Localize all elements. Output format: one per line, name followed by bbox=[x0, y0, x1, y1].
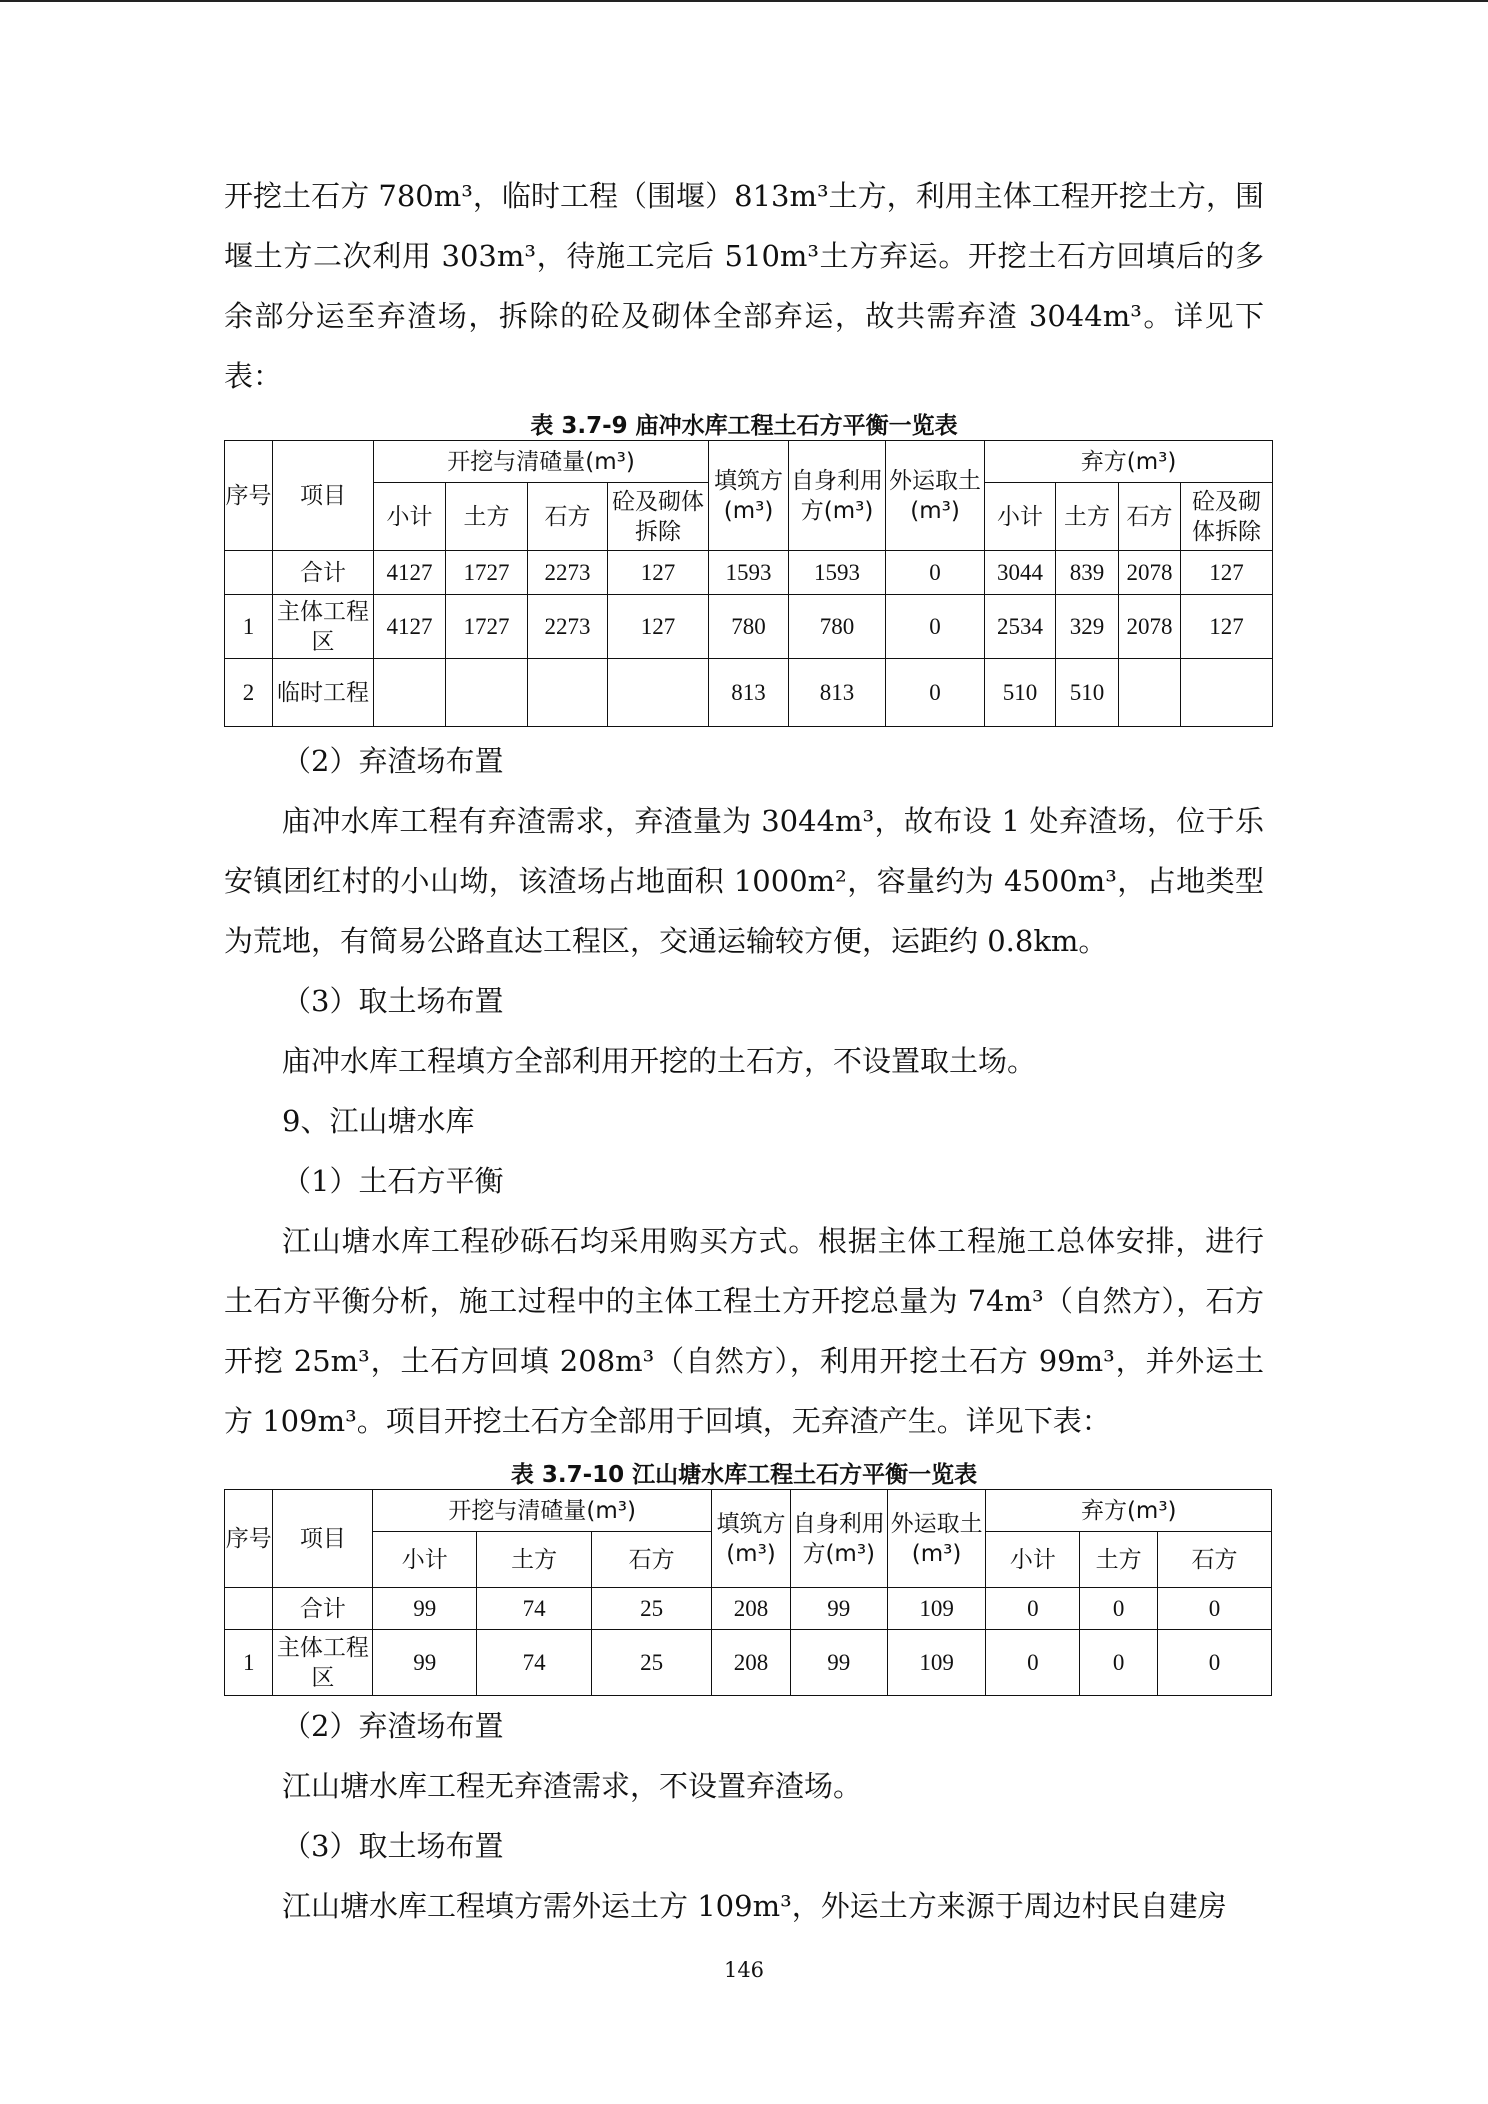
table-cell: 2534 bbox=[985, 595, 1056, 659]
table-cell: 0 bbox=[986, 1630, 1080, 1696]
table-cell: 109 bbox=[887, 1588, 986, 1630]
table-cell: 208 bbox=[712, 1630, 791, 1696]
table-cell: 127 bbox=[1181, 551, 1273, 595]
header-excavation: 开挖与清碴量(m³) bbox=[373, 1490, 712, 1532]
header-dis-subtotal: 小计 bbox=[986, 1532, 1080, 1588]
table-cell bbox=[608, 659, 709, 727]
header-dis-subtotal: 小计 bbox=[985, 483, 1056, 551]
paragraph: （2）弃渣场布置 bbox=[282, 1709, 504, 1743]
table-cell bbox=[225, 551, 273, 595]
header-exc-soil: 土方 bbox=[446, 483, 528, 551]
table-cell: 99 bbox=[790, 1588, 887, 1630]
paragraph: 庙冲水库工程有弃渣需求，弃渣量为 3044m³，故布设 1 处弃渣场，位于乐安镇团红村的小山坳，该渣场占地面积 1000m²，容量约为 4500m³，占地类型为荒地，有简易公路直达工程区，交通运输较方便，运距约 0.8km。 bbox=[224, 804, 1264, 958]
table-cell: 208 bbox=[712, 1588, 791, 1630]
header-dis-soil: 土方 bbox=[1080, 1532, 1158, 1588]
table-cell: 3044 bbox=[985, 551, 1056, 595]
header-disposal: 弃方(m³) bbox=[986, 1490, 1272, 1532]
header-exc-soil: 土方 bbox=[477, 1532, 592, 1588]
table-cell: 1593 bbox=[709, 551, 789, 595]
header-dis-rock: 石方 bbox=[1157, 1532, 1271, 1588]
table-cell: 0 bbox=[1080, 1588, 1158, 1630]
table-row bbox=[225, 1588, 1272, 1630]
paragraph: 江山塘水库工程砂砾石均采用购买方式。根据主体工程施工总体安排，进行土石方平衡分析，施工过程中的主体工程土方开挖总量为 74m³（自然方），石方开挖 25m³，土石方回填 208m³（自然方），利用开挖土石方 99m³，并外运土方 109m³。项目开挖土石方全部用于回填，无弃渣产生。详见下表： bbox=[224, 1224, 1264, 1438]
page-top-border bbox=[0, 0, 1488, 2]
table-cell: 127 bbox=[1181, 595, 1273, 659]
table-cell bbox=[1119, 659, 1181, 727]
header-import: 外运取土(m³) bbox=[886, 441, 985, 551]
table-cell: 0 bbox=[886, 595, 985, 659]
header-exc-rock: 石方 bbox=[528, 483, 608, 551]
table-cell: 0 bbox=[886, 551, 985, 595]
paragraph: 庙冲水库工程填方全部利用开挖的土石方，不设置取土场。 bbox=[282, 1044, 1037, 1078]
table-cell: 99 bbox=[373, 1588, 477, 1630]
row-label: 合计 bbox=[273, 1588, 373, 1630]
header-fill: 填筑方(m³) bbox=[712, 1490, 791, 1588]
table-cell: 74 bbox=[477, 1588, 592, 1630]
table-cell: 0 bbox=[1157, 1588, 1271, 1630]
table-cell bbox=[1181, 659, 1273, 727]
row-label: 合计 bbox=[273, 551, 374, 595]
middle-section bbox=[224, 731, 1264, 1451]
header-item: 项目 bbox=[273, 1490, 373, 1588]
table-cell bbox=[225, 1588, 273, 1630]
table-cell: 109 bbox=[887, 1630, 986, 1696]
table-cell: 1593 bbox=[789, 551, 886, 595]
header-excavation: 开挖与清碴量(m³) bbox=[374, 441, 709, 483]
table-cell: 2 bbox=[225, 659, 273, 727]
paragraph: 江山塘水库工程填方需外运土方 109m³，外运土方来源于周边村民自建房 bbox=[282, 1889, 1227, 1923]
table-cell: 0 bbox=[986, 1588, 1080, 1630]
table-cell bbox=[374, 659, 446, 727]
table-cell bbox=[528, 659, 608, 727]
paragraph: 江山塘水库工程无弃渣需求，不设置弃渣场。 bbox=[282, 1769, 863, 1803]
table-row bbox=[225, 659, 1273, 727]
header-reuse: 自身利用方(m³) bbox=[790, 1490, 887, 1588]
paragraph: 开挖土石方 780m³，临时工程（围堰）813m³土方，利用主体工程开挖土方，围堰土方二次利用 303m³，待施工完后 510m³土方弃运。开挖土石方回填后的多余部分运至弃渣场，拆除的砼及砌体全部弃运，故共需弃渣 3044m³。详见下表： bbox=[224, 179, 1264, 393]
earthwork-table-miaochong bbox=[224, 440, 1273, 727]
header-reuse: 自身利用方(m³) bbox=[789, 441, 886, 551]
table-cell: 813 bbox=[709, 659, 789, 727]
header-seq: 序号 bbox=[225, 441, 273, 551]
header-dis-rock: 石方 bbox=[1119, 483, 1181, 551]
header-exc-subtotal: 小计 bbox=[373, 1532, 477, 1588]
earthwork-table-jiangshantang bbox=[224, 1489, 1272, 1696]
table-cell: 510 bbox=[1056, 659, 1119, 727]
intro-section bbox=[224, 166, 1264, 406]
header-dis-soil: 土方 bbox=[1056, 483, 1119, 551]
table-cell: 25 bbox=[592, 1588, 712, 1630]
row-label: 临时工程 bbox=[273, 659, 374, 727]
header-import: 外运取土(m³) bbox=[887, 1490, 986, 1588]
table-cell: 510 bbox=[985, 659, 1056, 727]
table-cell: 1727 bbox=[446, 595, 528, 659]
paragraph: （3）取土场布置 bbox=[282, 1829, 504, 1863]
table-cell bbox=[446, 659, 528, 727]
header-seq: 序号 bbox=[225, 1490, 273, 1588]
table-cell: 25 bbox=[592, 1630, 712, 1696]
table-caption: 表 3.7-10 江山塘水库工程土石方平衡一览表 bbox=[510, 1462, 978, 1488]
table-row bbox=[225, 595, 1273, 659]
row-label: 主体工程区 bbox=[273, 595, 374, 659]
table-cell: 0 bbox=[886, 659, 985, 727]
table-cell: 0 bbox=[1157, 1630, 1271, 1696]
table-row bbox=[225, 1630, 1272, 1696]
table-cell: 839 bbox=[1056, 551, 1119, 595]
table-cell: 813 bbox=[789, 659, 886, 727]
table-cell: 99 bbox=[790, 1630, 887, 1696]
table-cell: 127 bbox=[608, 595, 709, 659]
header-exc-subtotal: 小计 bbox=[374, 483, 446, 551]
paragraph: （1）土石方平衡 bbox=[282, 1164, 504, 1198]
table-cell: 2078 bbox=[1119, 551, 1181, 595]
paragraph: （3）取土场布置 bbox=[282, 984, 504, 1018]
table-cell: 4127 bbox=[374, 595, 446, 659]
header-fill: 填筑方(m³) bbox=[709, 441, 789, 551]
table-cell: 4127 bbox=[374, 551, 446, 595]
table-cell: 2273 bbox=[528, 595, 608, 659]
table-cell: 99 bbox=[373, 1630, 477, 1696]
table-cell: 2078 bbox=[1119, 595, 1181, 659]
table-row bbox=[225, 551, 1273, 595]
table-cell: 0 bbox=[1080, 1630, 1158, 1696]
table-cell: 127 bbox=[608, 551, 709, 595]
header-item: 项目 bbox=[273, 441, 374, 551]
table-cell: 2273 bbox=[528, 551, 608, 595]
table-cell: 780 bbox=[789, 595, 886, 659]
table-cell: 1 bbox=[225, 595, 273, 659]
paragraph: （2）弃渣场布置 bbox=[282, 744, 504, 778]
header-exc-demolition: 砼及砌体拆除 bbox=[608, 483, 709, 551]
header-exc-rock: 石方 bbox=[592, 1532, 712, 1588]
document-page bbox=[224, 166, 1264, 1936]
bottom-section bbox=[224, 1696, 1264, 1936]
table-cell: 329 bbox=[1056, 595, 1119, 659]
page-number: 146 bbox=[723, 1958, 765, 1982]
table-cell: 780 bbox=[709, 595, 789, 659]
table-cell: 74 bbox=[477, 1630, 592, 1696]
table-caption: 表 3.7-9 庙冲水库工程土石方平衡一览表 bbox=[530, 413, 958, 439]
header-disposal: 弃方(m³) bbox=[985, 441, 1273, 483]
header-dis-demolition: 砼及砌体拆除 bbox=[1181, 483, 1273, 551]
row-label: 主体工程区 bbox=[273, 1630, 373, 1696]
paragraph: 9、江山塘水库 bbox=[282, 1104, 475, 1138]
table-cell: 1 bbox=[225, 1630, 273, 1696]
table-cell: 1727 bbox=[446, 551, 528, 595]
